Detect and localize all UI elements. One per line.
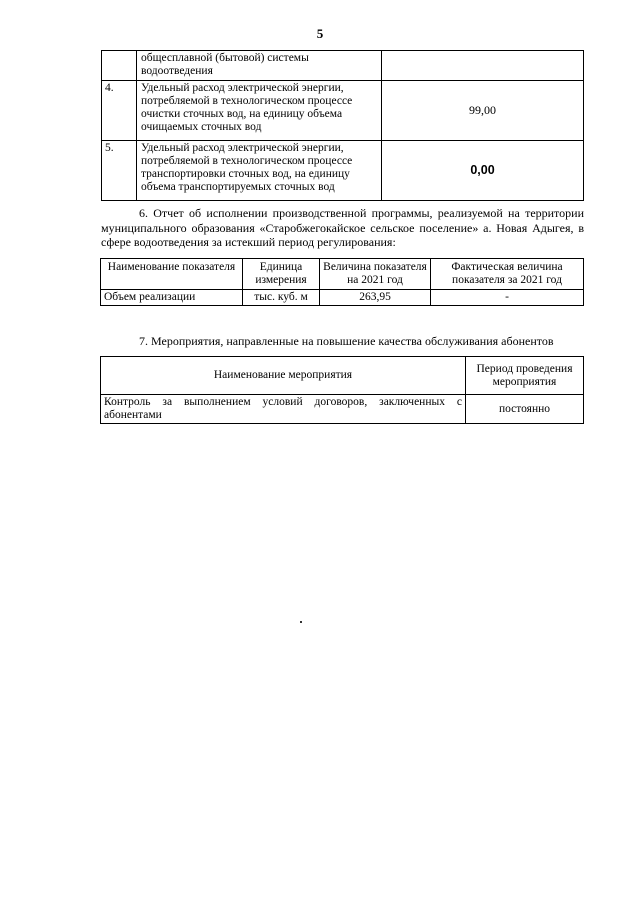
indicator-name: Удельный расход электрической энергии, потребляемой в технологическом процессе транспортировки сточных вод, на единицу объема транспортируемых сточных вод [137, 141, 382, 201]
table-row [101, 290, 584, 306]
row-number: 5. [102, 141, 137, 201]
column-header: Наименование мероприятия [101, 357, 466, 395]
indicators-table [101, 50, 584, 201]
row-number: 4. [102, 81, 137, 141]
section-7-title: 7. Мероприятия, направленные на повышение качества обслуживания абонентов [139, 334, 554, 348]
indicator-name: общесплавной (бытовой) системы водоотведения [137, 51, 382, 81]
table-row [102, 141, 584, 201]
table-cell: тыс. куб. м [243, 290, 320, 306]
indicator-value [382, 51, 584, 81]
column-header: Период проведения мероприятия [466, 357, 584, 395]
table-cell: - [431, 290, 584, 306]
table-cell: Объем реализации [101, 290, 243, 306]
scan-speck [300, 621, 302, 623]
indicator-value: 0,00 [382, 141, 584, 201]
table-header-row [101, 259, 584, 290]
table-cell: 263,95 [320, 290, 431, 306]
table-row [102, 81, 584, 141]
measures-table [100, 356, 584, 424]
column-header: Величина показателя на 2021 год [320, 259, 431, 290]
table-row [102, 51, 584, 81]
column-header: Единица измерения [243, 259, 320, 290]
table-row [101, 395, 584, 424]
page-number: 5 [316, 26, 324, 41]
row-number [102, 51, 137, 81]
table-header-row [101, 357, 584, 395]
column-header: Наименование показателя [101, 259, 243, 290]
report-table [100, 258, 584, 306]
table-cell: Контроль за выполнением условий договоров, заключенных с абонентами [101, 395, 466, 424]
indicator-name: Удельный расход электрической энергии, потребляемой в технологическом процессе очистки сточных вод, на единицу объема очищаемых сточных вод [137, 81, 382, 141]
indicator-value: 99,00 [382, 81, 584, 141]
table-cell: постоянно [466, 395, 584, 424]
column-header: Фактическая величина показателя за 2021 год [431, 259, 584, 290]
section-6-text: 6. Отчет об исполнении производственной программы, реализуемой на территории муниципального образования «Старобжегокайское сельское поселение» а. Новая Адыгея, в сфере водоотведения за истекший период регулирования: [101, 206, 584, 249]
